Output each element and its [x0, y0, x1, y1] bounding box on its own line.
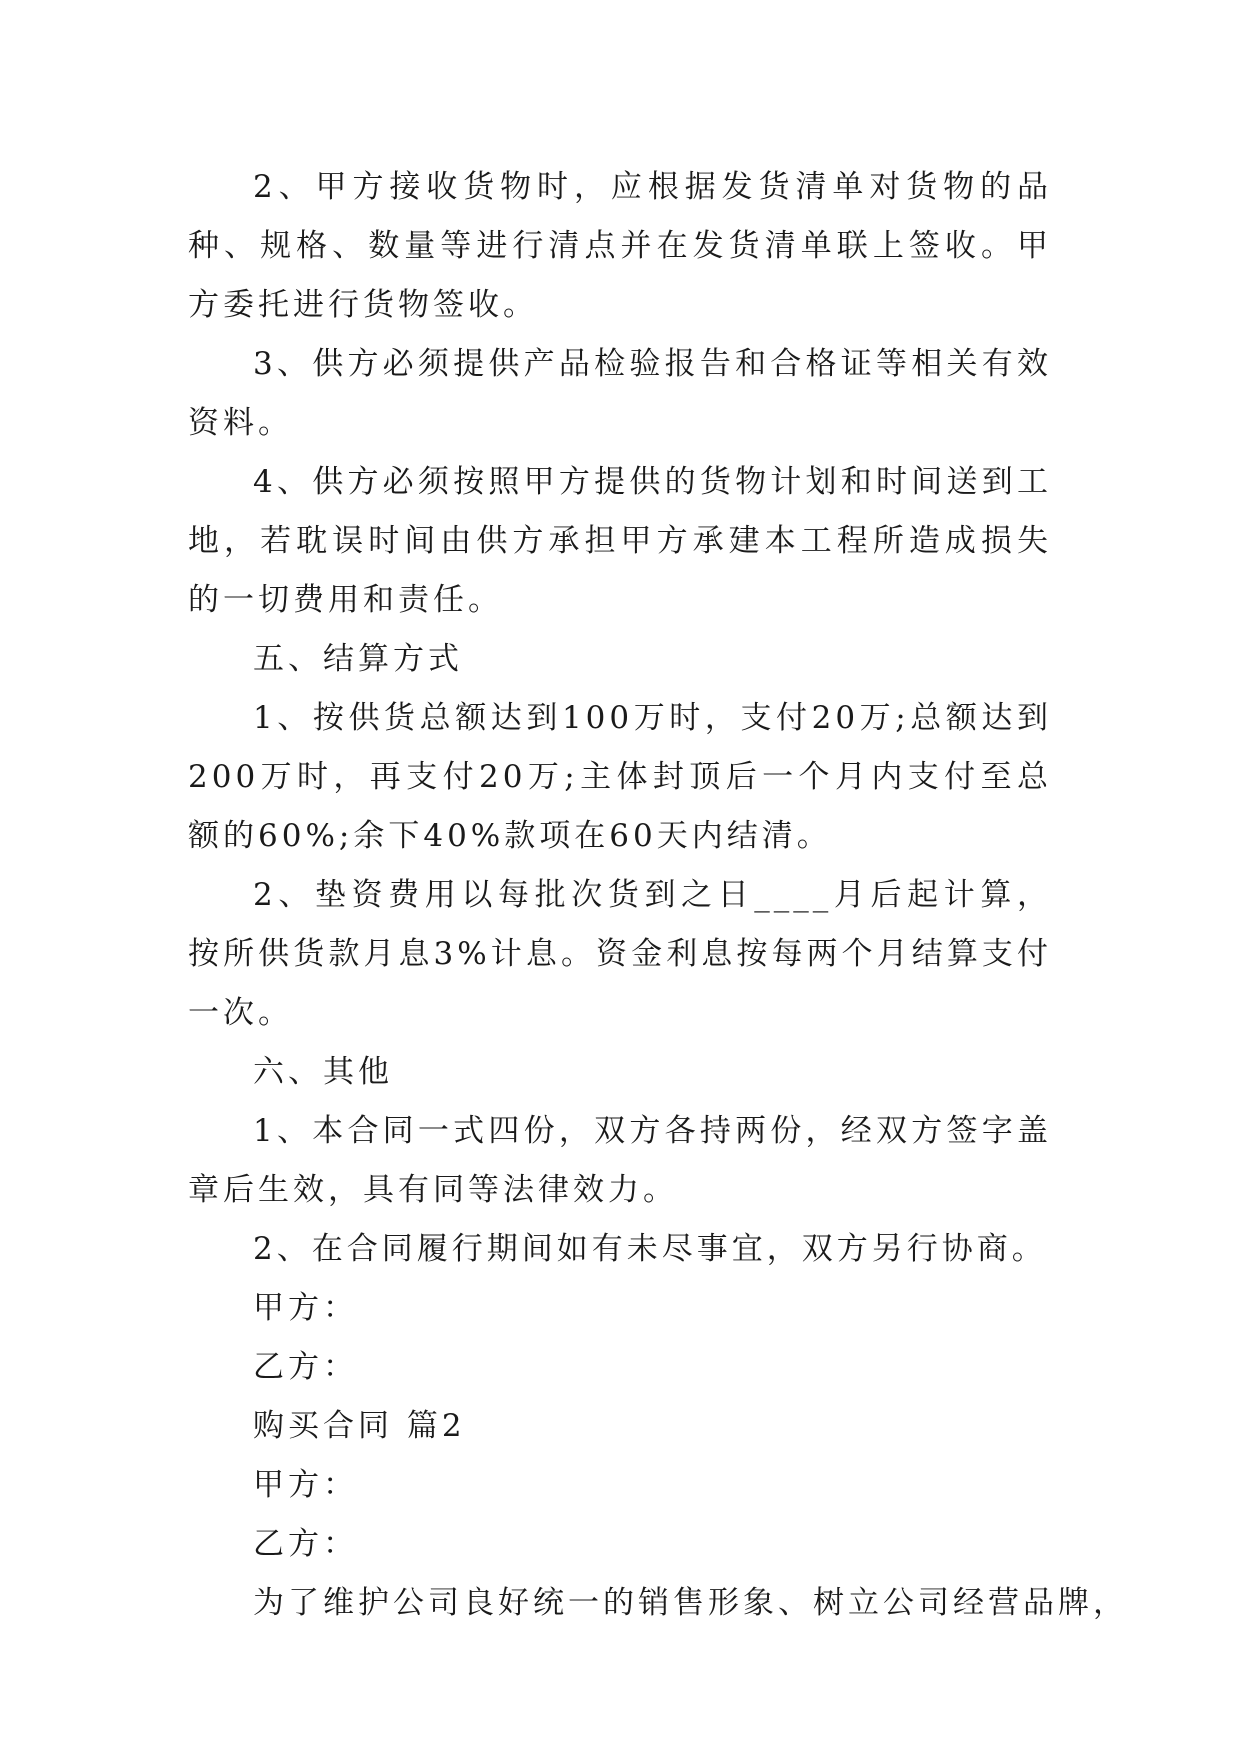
section-heading-other: 六、其他 [253, 1054, 393, 1090]
clause-copies-effect: 1、本合同一式四份，双方各持两份，经双方签字盖章后生效，具有同等法律效力。 [188, 1113, 1052, 1208]
clause-advance-funding-interest: 2、垫资费用以每批次货到之日____月后起计算，按所供货款月息3%计息。资金利息按每两个月结算支付一次。 [188, 877, 1052, 1031]
section-heading-settlement: 五、结算方式 [253, 641, 463, 677]
signature-party-b: 乙方： [253, 1349, 358, 1385]
clause-delivery-schedule: 4、供方必须按照甲方提供的货物计划和时间送到工地，若耽误时间由供方承担甲方承建本工程所造成损失的一切费用和责任。 [188, 464, 1052, 618]
signature-party-a: 甲方： [253, 1290, 358, 1326]
contract-title-part-2: 购买合同 篇2 [253, 1408, 466, 1444]
party-b-label: 乙方： [253, 1526, 358, 1562]
clause-unresolved-matters: 2、在合同履行期间如有未尽事宜，双方另行协商。 [253, 1231, 1047, 1267]
clause-payment-terms: 1、按供货总额达到100万时，支付20万;总额达到200万时，再支付20万;主体封顶后一个月内支付至总额的60%;余下40%款项在60天内结清。 [188, 700, 1053, 854]
preamble-paragraph: 为了维护公司良好统一的销售形象、树立公司经营品牌， [253, 1585, 1128, 1621]
document-body [188, 158, 1128, 1633]
clause-receiving-goods: 2、甲方接收货物时，应根据发货清单对货物的品种、规格、数量等进行清点并在发货清单联上签收。甲方委托进行货物签收。 [188, 169, 1052, 323]
party-a-label: 甲方： [253, 1467, 358, 1503]
clause-inspection-report: 3、供方必须提供产品检验报告和合格证等相关有效资料。 [188, 346, 1052, 441]
